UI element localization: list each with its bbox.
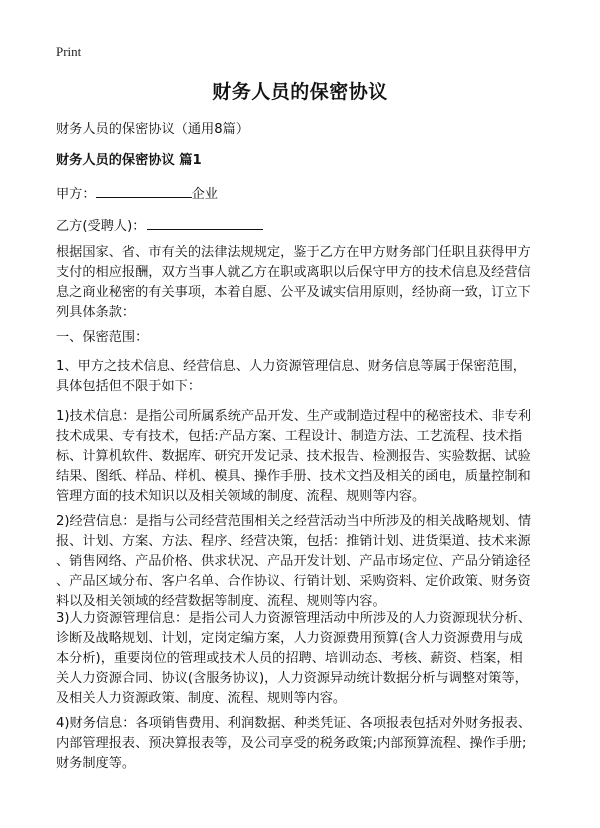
party-b-line [56, 215, 554, 237]
text-line: 关人力资源合同、协议(含服务协议)，人力资源异动统计数据分析与调整对策等， [56, 671, 528, 686]
text-line: 、产品区域分布、客户名单、合作协议、行销计划、采购资料、定价政策、财务资 [56, 574, 531, 589]
text-line: 及相关人力资源政策、制度、流程、规则等内容。 [56, 691, 347, 706]
text-line: 本分析)，重要岗位的管理或技术人员的招聘、培训动态、考核、薪资、档案，相 [56, 651, 523, 666]
text-line: 4)财务信息：各项销售费用、利润数据、种类凭证、各项报表包括对外财务报表、 [56, 716, 532, 731]
finance-info-paragraph [56, 714, 554, 774]
party-a-blank [96, 183, 192, 198]
scope-clause-1 [56, 357, 554, 397]
text-line: 标、计算机软件、数据库、研究开发记录、技术报告、检测报告、实验数据、试验 [56, 449, 531, 464]
tech-info-paragraph [56, 407, 554, 507]
party-b-label: 乙方(受聘人)： [56, 219, 146, 234]
text-line: 3)人力资源管理信息：是指公司人力资源管理活动中所涉及的人力资源现状分析、 [56, 611, 532, 626]
party-b-blank [147, 215, 263, 230]
print-link[interactable]: Print [56, 44, 82, 59]
party-a-label: 甲方： [56, 187, 96, 202]
text-line: 2)经营信息：是指与公司经营范围相关之经营活动当中所涉及的相关战略规划、情 [56, 514, 532, 529]
text-line: 技术成果、专有技术，包括:产品方案、工程设计、制造方法、工艺流程、技术指 [56, 429, 523, 444]
intro-paragraph [56, 243, 554, 323]
text-line: 诊断及战略规划、计划，定岗定编方案，人力资源费用预算(含人力资源费用与成 [56, 631, 523, 646]
hr-info-paragraph [56, 609, 554, 709]
text-line: 1)技术信息：是指公司所属系统产品开发、生产或制造过程中的秘密技术、非专利 [56, 409, 532, 424]
text-line: 管理方面的技术知识以及相关领域的制度、流程、规则等内容。 [56, 489, 426, 504]
text-line: 结果、图纸、样品、样机、模具、操作手册、技术文挡及相关的函电，质量控制和 [56, 469, 531, 484]
party-a-suffix: 企业 [191, 187, 218, 202]
text-line: 1、甲方之技术信息、经营信息、人力资源管理信息、财务信息等属于保密范围， [56, 359, 526, 374]
text-line: 根据国家、省、市有关的法律法规规定，鉴于乙方在甲方财务部门任职且获得甲方 [56, 245, 531, 260]
document-subtitle: 财务人员的保密协议（通用8篇） [56, 122, 250, 137]
text-line: 息之商业秘密的有关事项，本着自愿、公平及诚实信用原则，经协商一致，订立下 [56, 285, 531, 300]
text-line: 报、计划、方案、方法、程序、经营决策，包括：推销计划、进货渠道、技术来源 [56, 534, 531, 549]
text-line: 内部管理报表、预决算报表等，及公司享受的税务政策;内部预算流程、操作手册; [56, 736, 527, 751]
business-info-paragraph [56, 512, 554, 612]
text-line: 列具体条款： [56, 305, 136, 320]
party-a-line [56, 183, 554, 205]
text-line: 具体包括但不限于如下： [56, 379, 202, 394]
text-line: 、销售网络、产品价格、供求状况、产品开发计划、产品市场定位、产品分销途径 [56, 554, 531, 569]
section-heading: 财务人员的保密协议 篇1 [56, 153, 202, 168]
scope-heading: 一、保密范围： [56, 330, 149, 345]
text-line: 财务制度等。 [56, 756, 136, 771]
document-title: 财务人员的保密协议 [212, 81, 388, 103]
text-line: 支付的相应报酬，双方当事人就乙方在职或离职以后保守甲方的技术信息及经营信 [56, 265, 531, 280]
text-line: 料以及相关领域的经营数据等制度、流程、规则等内容。 [56, 594, 386, 609]
